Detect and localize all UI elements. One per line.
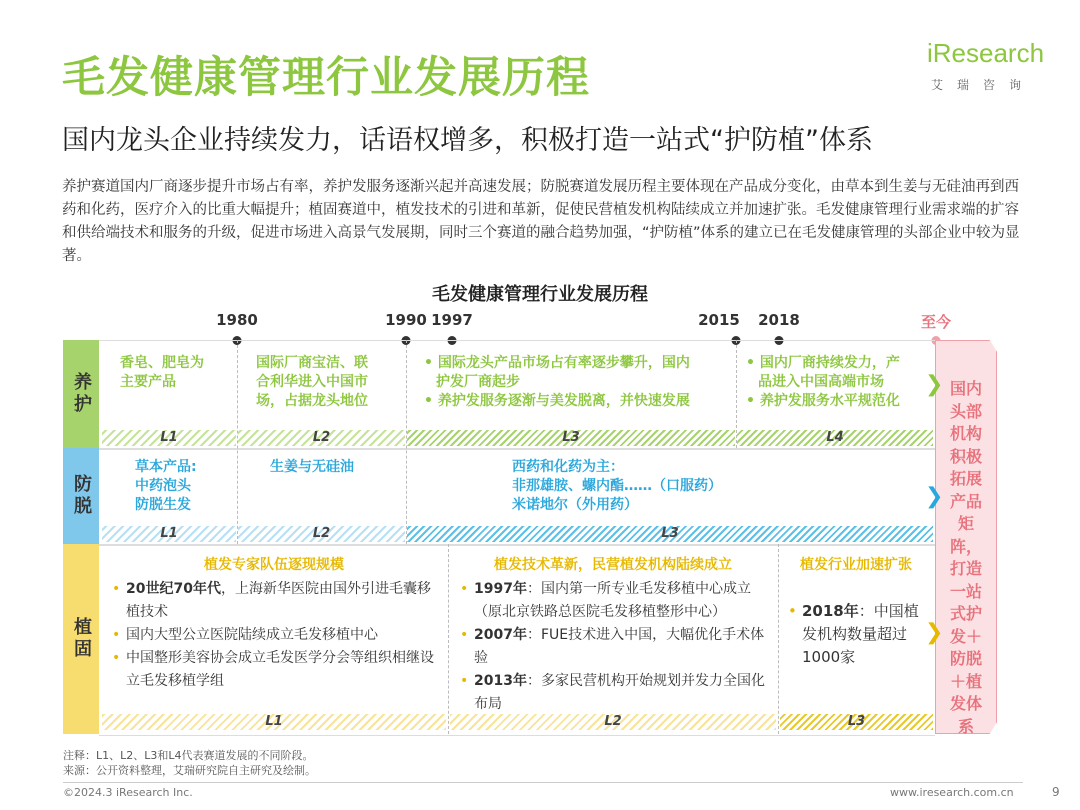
year-now: 至今 (920, 313, 952, 331)
chevron-right-icon: ❯ (925, 484, 944, 509)
row-header-fangtuo: 防脱 (63, 448, 99, 544)
yanghu-cell-2: 国际厂商宝洁、联 合利华进入中国市 场，占据龙头地位 (256, 355, 368, 409)
page-title: 毛发健康管理行业发展历程 (62, 53, 590, 103)
list-item: • 2007年：FUE技术进入中国，大幅优化手术体验 (460, 624, 772, 670)
footer-divider (63, 782, 1023, 783)
zhigu-stage-l2: L2 (450, 714, 776, 730)
list-item: • 2013年：多家民营机构开始规划并发力全国化布局 (460, 670, 772, 716)
year-1997: 1997 (431, 311, 473, 329)
chevron-right-icon: ❯ (925, 620, 944, 645)
zhigu-section-2-heading: 植发技术革新，民营植发机构陆续成立 (494, 557, 732, 573)
year-2018: 2018 (758, 311, 800, 329)
year-1980: 1980 (216, 311, 258, 329)
fangtuo-stage-l2: L2 (238, 526, 405, 542)
zhigu-section-3-list (788, 600, 924, 669)
fangtuo-stage-l3: L3 (407, 526, 933, 542)
year-2015: 2015 (698, 311, 740, 329)
page-subtitle: 国内龙头企业持续发力，话语权增多，积极打造一站式“护防植”体系 (62, 125, 873, 156)
fangtuo-cell-1: 草本产品: 中药泡头 防脱生发 (135, 459, 197, 513)
year-1990: 1990 (385, 311, 427, 329)
list-item: • 20世纪70年代，上海新华医院由国外引进毛囊移植技术 (112, 578, 442, 624)
logo-brand: iResearch (927, 38, 1045, 68)
diagram-title: 毛发健康管理行业发展历程 (432, 284, 648, 305)
page-number: 9 (1052, 785, 1060, 799)
integration-panel-text: 国内头部机构积极拓展产品矩阵，打造一站式护发＋防脱＋植发体系 (949, 379, 982, 736)
yanghu-stage-l4: L4 (737, 430, 933, 446)
summary-paragraph: 养护赛道国内厂商逐步提升市场占有率，养护发服务逐渐兴起并高速发展；防脱赛道发展历程主要体现在产品成分变化，由草本到生姜与无硅油再到西药和化药，医疗介入的比重大幅提升；植固赛道中，植发技术的引进和革新，促使民营植发机构陆续成立并加速扩张。毛发健康管理行业需求端的扩容和供给端技术和服务的升级，促进市场进入高景气发展期，同时三个赛道的融合趋势加强，“护防植”体系的建立已在毛发健康管理的头部企业中较为显著。 (62, 179, 1020, 264)
iresearch-logo (927, 38, 1047, 94)
zhigu-section-1-heading: 植发专家队伍逐现规模 (204, 557, 344, 573)
copyright: ©2024.3 iResearch Inc. (63, 786, 193, 799)
separator (778, 544, 779, 734)
zhigu-section-1-list (112, 578, 442, 693)
fangtuo-cell-3: 西药和化药为主： 非那雄胺、螺内酯……（口服药） 米诺地尔（外用药） (512, 459, 722, 513)
list-item: • 国内大型公立医院陆续成立毛发移植中心 (112, 624, 442, 647)
list-item: • 中国整形美容协会成立毛发医学分会等组织相继设立毛发移植学组 (112, 647, 442, 693)
yanghu-cell-3: • 国际龙头产品市场占有率逐步攀升，国内 护发厂商起步 • 养护发服务逐渐与美发脱离，并快速发展 (424, 355, 690, 409)
list-item: • 2018年：中国植发机构数量超过1000家 (788, 600, 924, 669)
website-link[interactable]: www.iresearch.com.cn (890, 786, 1014, 799)
zhigu-section-2-list (460, 578, 772, 716)
footnote (63, 748, 316, 778)
yanghu-cell-1: 香皂、肥皂为 主要产品 (120, 355, 204, 390)
yanghu-stage-l3: L3 (407, 430, 735, 446)
logo-subtitle: 艾瑞咨询 (931, 78, 1036, 92)
source-text: 来源：公开资料整理，艾瑞研究院自主研究及绘制。 (63, 764, 316, 777)
yanghu-stage-l1: L1 (102, 430, 236, 446)
fangtuo-cell-2: 生姜与无硅油 (270, 459, 354, 475)
fangtuo-stage-l1: L1 (102, 526, 236, 542)
note-text: 注释：L1、L2、L3和L4代表赛道发展的不同阶段。 (63, 749, 314, 762)
chevron-right-icon: ❯ (925, 372, 944, 397)
yanghu-stage-l2: L2 (238, 430, 405, 446)
zhigu-section-3-heading: 植发行业加速扩张 (800, 557, 912, 573)
zhigu-stage-l1: L1 (102, 714, 446, 730)
list-item: • 1997年：国内第一所专业毛发移植中心成立（原北京铁路总医院毛发移植整形中心） (460, 578, 772, 624)
zhigu-stage-l3: L3 (780, 714, 933, 730)
separator (448, 544, 449, 734)
yanghu-cell-4: • 国内厂商持续发力，产 品进入中国高端市场 • 养护发服务水平规范化 (746, 355, 900, 409)
row-header-yanghu: 养护 (63, 340, 99, 448)
row-header-zhigu: 植固 (63, 544, 99, 734)
